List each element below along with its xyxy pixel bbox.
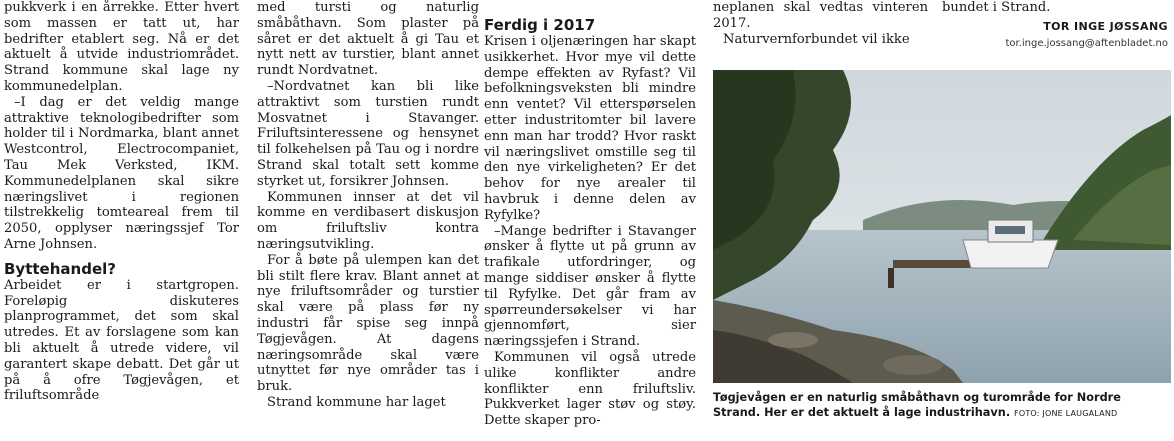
caption-text: Tøgjevågen er en naturlig småbåthavn og turområde for Nordre Strand. Her er det aktuelt å lage industrihavn. <box>713 391 1121 419</box>
paragraph: Arbeidet er i startgropen. Foreløpig diskuteres planprogrammet, det som skal utredes. Et av forslagene som kan bli aktuelt å utrede videre, vil garantert skape debatt. Det går ut på å ofre Tøgjevågen, et friluftsområde <box>4 277 239 404</box>
harbor-photo <box>713 70 1171 383</box>
paragraph: neplanen skal vedtas vinteren 2017. <box>713 0 928 31</box>
paragraph: For å bøte på ulempen kan det bli stilt flere krav. Blant annet at nye friluftsområder og turstier skal være på plass før ny industri får spise seg innpå Tøgjevågen. At dagens næringsområde skal være utnyttet før nye områder tas i bruk. <box>257 252 479 395</box>
article-column-2 <box>257 0 479 411</box>
paragraph: bundet i Strand. <box>942 0 1051 15</box>
article-column-4 <box>713 0 928 47</box>
paragraph: Kommunen innser at det vil komme en verdibasert diskusjon om friluftsliv kontra næringsutvikling. <box>257 189 479 252</box>
paragraph: Naturvernforbundet vil ikke <box>723 31 910 47</box>
photo-caption <box>713 390 1171 421</box>
paragraph: –Nordvatnet kan bli like attraktivt som turstien rundt Mosvatnet i Stavanger. Friluftsinteressene og hensynet til folkehelsen på Tau og i nordre Strand skal totalt sett komme styrket ut, forsikrer Johnsen. <box>257 78 479 189</box>
paragraph: Kommunen vil også utrede ulike konflikter andre konflikter enn friluftsliv. Pukkverket lager støv og støy. Dette skaper pro- <box>484 349 696 429</box>
paragraph: med tursti og naturlig småbåthavn. Som plaster på såret er det aktuelt å gi Tau et nytt nett av turstier, blant annet rundt Nordvatnet. <box>257 0 479 79</box>
article-column-5 <box>942 0 1172 16</box>
paragraph: pukkverk i en årrekke. Etter hvert som massen er tatt ut, har bedrifter etablert seg. Nå er det aktuelt å utvide industriområdet. Strand kommune skal lage ny kommunedelplan. <box>4 0 239 94</box>
author-email[interactable]: tor.inge.jossang@aftenbladet.no <box>1005 38 1168 49</box>
paragraph: –I dag er det veldig mange attraktive teknologibedrifter som holder til i Nordmarka, blant annet Westcontrol, Electrocompaniet, Tau Mek Verksted, IKM. Kommunedelplanen skal sikre næringslivet i regionen tilstrekkelig tomteareal frem til 2050, opplyser næringssjef Tor Arne Johnsen. <box>4 94 239 252</box>
article-column-3 <box>484 0 696 429</box>
paragraph: –Mange bedrifter i Stavanger ønsker å flytte ut på grunn av trafikale utfordringer, og mange siddiser ønsker å flytte til Ryfylke. Det går fram av spørreundersøkelser vi har gjennomført, sier næringssjefen i Strand. <box>484 223 696 350</box>
paragraph: Krisen i oljenæringen har skapt usikkerhet. Hvor mye vil dette dempe effekten av Ryfast? Vil befolkningsveksten bli mindre enn ventet? Vil etterspørselen etter industritomter bil lavere enn man har trodd? Hvor raskt vil næringslivet omstille seg til den nye virkeligheten? Er det behov for nye arealer til havbruk i denne delen av Ryfylke? <box>484 34 696 223</box>
subheading: Ferdig i 2017 <box>484 16 596 34</box>
article-column-1 <box>4 0 239 404</box>
paragraph: Strand kommune har laget <box>267 394 446 410</box>
subheading: Byttehandel? <box>4 259 116 278</box>
photo-credit: FOTO: JONE LAUGALAND <box>1014 409 1118 418</box>
author-byline: TOR INGE JØSSANG <box>1043 20 1168 33</box>
